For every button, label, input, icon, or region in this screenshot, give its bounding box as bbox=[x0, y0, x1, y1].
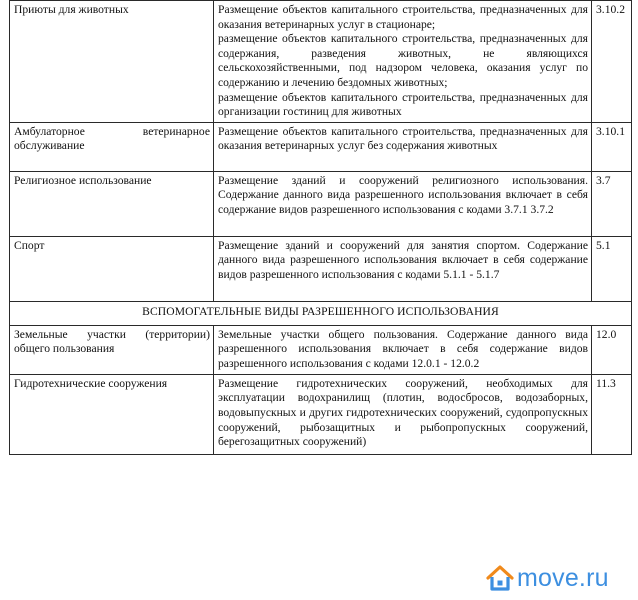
use-description-cell bbox=[214, 171, 592, 236]
use-description-cell bbox=[214, 374, 592, 454]
section-heading-row bbox=[10, 301, 632, 325]
use-code-cell bbox=[592, 374, 632, 454]
use-name: Гидротехнические сооружения bbox=[14, 376, 168, 390]
use-code-cell bbox=[592, 1, 632, 123]
use-name: Приюты для животных bbox=[14, 3, 129, 16]
use-name: Амбулаторное ветеринарное обслуживание bbox=[14, 124, 210, 153]
table-row bbox=[10, 122, 632, 171]
use-description: Размещение объектов капитального строительства, предназначенных для оказания ветеринарных услуг без содержания животных bbox=[218, 124, 588, 153]
house-logo-icon bbox=[486, 565, 514, 591]
use-description: Размещение гидротехнических сооружений, необходимых для эксплуатации водохранилищ (плотин, водосбросов, водозаборных, водовыпускных и других гидротехнических сооружений, судопропускных сооружений, рыбозащитных и рыбопропускных сооружений, берегозащитных сооружений) bbox=[218, 376, 588, 449]
table-row bbox=[10, 325, 632, 374]
section-heading: ВСПОМОГАТЕЛЬНЫЕ ВИДЫ РАЗРЕШЕННОГО ИСПОЛЬЗОВАНИЯ bbox=[10, 301, 632, 325]
use-code: 3.10.1 bbox=[596, 124, 625, 138]
use-name-cell bbox=[10, 236, 214, 301]
use-description: Размещение зданий и сооружений религиозного использования. Содержание данного вида разрешенного использования включает в себя содержание видов разрешенного использования с кодами 3.7.1 3.7.2 bbox=[218, 173, 588, 216]
land-use-table bbox=[9, 0, 632, 455]
use-code: 5.1 bbox=[596, 238, 611, 252]
use-description-cell bbox=[214, 236, 592, 301]
use-description-cell bbox=[214, 1, 592, 123]
use-code: 3.10.2 bbox=[596, 3, 625, 16]
use-name: Религиозное использование bbox=[14, 173, 152, 187]
use-name: Земельные участки (территории) общего пользования bbox=[14, 327, 210, 356]
use-code: 12.0 bbox=[596, 327, 617, 341]
use-description: размещение объектов капитального строительства, предназначенных для организации гостиниц для животных bbox=[218, 90, 588, 119]
use-name-cell bbox=[10, 1, 214, 123]
use-description-cell bbox=[214, 325, 592, 374]
table-row bbox=[10, 236, 632, 301]
move-ru-watermark bbox=[486, 563, 632, 593]
table-row bbox=[10, 1, 632, 123]
use-name-cell bbox=[10, 171, 214, 236]
use-name-cell bbox=[10, 374, 214, 454]
use-code: 11.3 bbox=[596, 376, 616, 390]
use-description: Размещение объектов капитального строительства, предназначенных для оказания ветеринарных услуг в стационаре; bbox=[218, 3, 588, 31]
use-code-cell bbox=[592, 171, 632, 236]
use-code-cell bbox=[592, 122, 632, 171]
use-name-cell bbox=[10, 325, 214, 374]
use-code: 3.7 bbox=[596, 173, 611, 187]
use-description: Земельные участки общего пользования. Содержание данного вида разрешенного использования включает в себя содержание видов разрешенного использования с кодами 12.0.1 - 12.0.2 bbox=[218, 327, 588, 370]
use-description: Размещение зданий и сооружений для занятия спортом. Содержание данного вида разрешенного использования включает в себя содержание видов разрешенного использования с кодами 5.1.1 - 5.1.7 bbox=[218, 238, 588, 281]
use-name: Спорт bbox=[14, 238, 45, 252]
use-description: размещение объектов капитального строительства, предназначенных для содержания, разведения животных, не являющихся сельскохозяйственными, под надзором человека, оказания услуг по содержанию и лечению бездомных животных; bbox=[218, 32, 588, 89]
use-description-cell bbox=[214, 122, 592, 171]
watermark-text: move.ru bbox=[517, 564, 609, 592]
use-name-cell bbox=[10, 122, 214, 171]
table-row bbox=[10, 171, 632, 236]
table-row bbox=[10, 374, 632, 454]
use-code-cell bbox=[592, 325, 632, 374]
use-code-cell bbox=[592, 236, 632, 301]
